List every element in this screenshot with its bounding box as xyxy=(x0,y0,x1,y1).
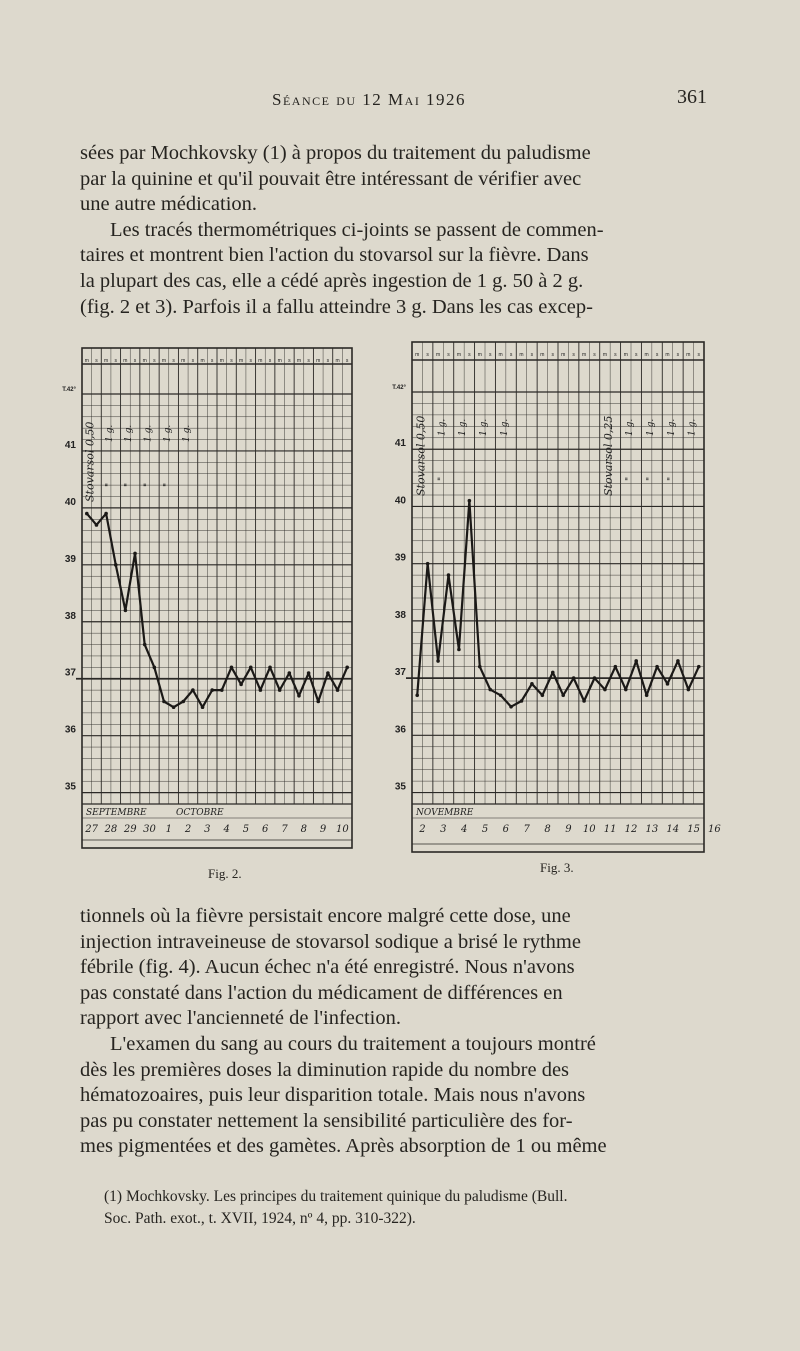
dose-annotation: 1 g. xyxy=(479,418,490,436)
dose-annotation: 1 g. xyxy=(182,424,193,442)
temperature-point xyxy=(687,688,691,692)
column-header-label: m xyxy=(84,358,89,364)
day-label: 7 xyxy=(281,824,288,835)
column-header-label: m xyxy=(104,358,109,364)
column-header-label: m xyxy=(540,352,545,358)
temperature-point xyxy=(572,676,576,680)
column-header-label: s xyxy=(95,358,98,364)
temperature-point xyxy=(426,562,430,566)
temperature-point xyxy=(316,700,320,704)
figure-3 xyxy=(382,336,721,858)
text-line: fébrile (fig. 4). Aucun échec n'a été enregistré. Nous n'avons xyxy=(80,956,575,979)
temperature-chart-fig-2 xyxy=(48,342,368,854)
y-tick-label: 41 xyxy=(64,439,76,451)
temperature-point xyxy=(457,648,461,652)
day-label: 3 xyxy=(440,824,447,835)
temperature-point xyxy=(326,671,330,675)
temperature-point xyxy=(551,671,555,675)
column-header-label: s xyxy=(172,358,175,364)
temperature-point xyxy=(415,693,419,697)
column-header-label: s xyxy=(249,358,252,364)
temperature-point xyxy=(603,688,607,692)
temperature-point xyxy=(645,693,649,697)
y-tick-label: 35 xyxy=(394,781,406,793)
temperature-point xyxy=(624,688,628,692)
y-tick-label: T.42° xyxy=(392,385,406,391)
dose-annotation: " xyxy=(437,476,448,481)
dose-annotation: Stovarsol 0,25 xyxy=(602,415,616,496)
column-header-label: s xyxy=(551,352,555,358)
day-label: 29 xyxy=(123,824,137,835)
temperature-point xyxy=(239,683,243,687)
day-label: 8 xyxy=(300,824,307,835)
day-label: 10 xyxy=(582,824,596,835)
temperature-point xyxy=(447,573,451,577)
column-header-label: s xyxy=(153,358,156,364)
day-label: 6 xyxy=(502,824,510,835)
day-label: 7 xyxy=(523,824,530,835)
footnote-line: (1) Mochkovsky. Les principes du traitement quinique du paludisme (Bull. xyxy=(104,1188,568,1205)
column-header-label: m xyxy=(258,358,263,364)
text-line: pas constaté dans l'action du médicament de différences en xyxy=(80,981,563,1004)
day-label: 1 xyxy=(165,824,172,835)
dose-annotation: 1 g. xyxy=(162,424,173,442)
temperature-point xyxy=(676,659,680,663)
dose-annotation: Stovarsol 0,50 xyxy=(83,421,97,502)
temperature-point xyxy=(278,688,282,692)
column-header-label: s xyxy=(307,358,310,364)
day-label: 13 xyxy=(645,824,659,835)
text-line: mes pigmentées et des gamètes. Après absorption de 1 ou même xyxy=(80,1135,607,1158)
dose-annotation: 1 g. xyxy=(687,418,698,436)
temperature-point xyxy=(124,609,128,613)
column-header-label: m xyxy=(644,352,649,358)
column-header-label: s xyxy=(509,352,513,358)
column-header-label: m xyxy=(686,352,691,358)
column-header-label: s xyxy=(488,352,492,358)
day-label: 15 xyxy=(687,824,700,835)
column-header-label: m xyxy=(219,358,224,364)
temperature-point xyxy=(509,705,513,709)
text-line: sées par Mochkovsky (1) à propos du traitement du paludisme xyxy=(80,142,591,164)
column-header-label: s xyxy=(426,352,429,358)
text-line: pas pu constater nettement la sensibilité particulière des for- xyxy=(80,1109,573,1132)
y-tick-label: 40 xyxy=(394,495,406,507)
temperature-point xyxy=(336,688,340,692)
column-header-label: s xyxy=(288,358,291,364)
temperature-point xyxy=(95,523,99,527)
text-line: injection intraveineuse de stovarsol sodique a brisé le rythme xyxy=(80,930,581,953)
temperature-point xyxy=(530,682,534,686)
paragraph-bottom xyxy=(80,904,712,1160)
text-line: Les tracés thermométriques ci-joints se passent de commen- xyxy=(110,218,604,241)
temperature-point xyxy=(201,705,205,709)
dose-annotation: " xyxy=(645,476,656,481)
footnote xyxy=(104,1186,744,1230)
temperature-point xyxy=(268,666,272,670)
temperature-point xyxy=(541,693,545,697)
temperature-point xyxy=(499,693,503,697)
temperature-point xyxy=(153,666,157,670)
temperature-point xyxy=(143,643,147,647)
dose-annotation: 1 g. xyxy=(458,418,469,436)
temperature-point xyxy=(666,682,670,686)
column-header-label: s xyxy=(634,352,638,358)
temperature-point xyxy=(249,666,253,670)
dose-annotation: " xyxy=(666,476,677,481)
temperature-point xyxy=(634,659,638,663)
temperature-point xyxy=(181,700,185,704)
temperature-point xyxy=(114,563,118,567)
temperature-point xyxy=(288,671,292,675)
column-header-label: m xyxy=(561,352,566,358)
column-header-label: m xyxy=(415,352,420,358)
column-header-label: s xyxy=(447,352,450,358)
day-label: 9 xyxy=(319,824,327,835)
column-header-label: s xyxy=(210,358,214,364)
text-line: hématozoaires, puis leur disparition totale. Mais nous n'avons xyxy=(80,1084,586,1107)
column-header-label: s xyxy=(191,358,195,364)
day-label: 28 xyxy=(104,824,118,835)
day-label: 30 xyxy=(143,824,156,835)
day-label: 11 xyxy=(603,824,617,835)
column-header-label: m xyxy=(181,358,186,364)
temperature-point xyxy=(345,666,349,670)
column-header-label: s xyxy=(676,352,680,358)
day-label: 6 xyxy=(262,824,269,835)
y-tick-label: T.42° xyxy=(62,387,76,393)
temperature-point xyxy=(593,676,597,680)
dose-annotation: 1 g. xyxy=(625,418,636,436)
text-line: la plupart des cas, elle a cédé après ingestion de 1 g. 50 à 2 g. xyxy=(80,269,584,292)
y-tick-label: 36 xyxy=(394,724,406,736)
column-header-label: m xyxy=(456,352,462,358)
month-label: OCTOBRE xyxy=(176,808,224,818)
text-line: tionnels où la fièvre persistait encore malgré cette dose, une xyxy=(80,905,571,927)
temperature-point xyxy=(85,512,89,516)
page-number: 361 xyxy=(677,86,707,108)
temperature-point xyxy=(133,552,137,556)
y-tick-label: 35 xyxy=(64,781,76,793)
dose-annotation: " xyxy=(625,476,636,481)
column-header-label: s xyxy=(345,358,349,364)
text-line: dès les premières doses la diminution rapide du nombre des xyxy=(80,1058,570,1081)
column-header-label: m xyxy=(519,352,524,358)
dose-annotation: " xyxy=(143,482,154,487)
temperature-point xyxy=(307,671,311,675)
day-label: 16 xyxy=(708,824,721,835)
day-label: 2 xyxy=(184,824,192,835)
day-label: 5 xyxy=(481,824,489,835)
y-tick-label: 38 xyxy=(394,609,406,621)
temperature-point xyxy=(436,659,440,663)
text-line: une autre médication. xyxy=(80,193,258,216)
day-label: 9 xyxy=(565,824,572,835)
column-header-label: s xyxy=(614,352,617,358)
temperature-point xyxy=(697,665,701,669)
text-line: L'examen du sang au cours du traitement a toujours montré xyxy=(110,1032,596,1055)
column-header-label: m xyxy=(142,358,147,364)
day-label: 4 xyxy=(223,824,230,835)
dose-annotation: 1 g. xyxy=(645,418,656,436)
dose-annotation: " xyxy=(162,482,173,487)
column-header-label: s xyxy=(268,358,272,364)
figure-2-caption: Fig. 2. xyxy=(208,866,242,881)
page-header xyxy=(0,86,800,116)
day-label: 14 xyxy=(666,824,680,835)
y-tick-label: 36 xyxy=(64,724,76,736)
day-label: 3 xyxy=(204,824,211,835)
column-header-label: m xyxy=(239,358,244,364)
temperature-point xyxy=(230,666,234,670)
day-label: 4 xyxy=(460,824,468,835)
temperature-point xyxy=(162,700,166,704)
day-label: 10 xyxy=(335,824,349,835)
column-header-label: m xyxy=(123,358,128,364)
column-header-label: m xyxy=(335,358,340,364)
running-title: Séance du 12 Mai 1926 xyxy=(272,90,467,109)
day-label: 5 xyxy=(242,824,250,835)
column-header-label: s xyxy=(468,352,471,358)
column-header-label: s xyxy=(230,358,233,364)
temperature-chart-fig-3 xyxy=(382,336,721,858)
column-header-label: m xyxy=(200,358,205,364)
dose-annotation: 1 g. xyxy=(437,418,448,436)
dose-annotation: " xyxy=(124,482,135,487)
paragraph-top xyxy=(80,141,712,320)
figure-3-caption: Fig. 3. xyxy=(540,860,574,875)
temperature-point xyxy=(478,665,482,669)
column-header-label: s xyxy=(697,352,701,358)
column-header-label: s xyxy=(114,358,117,364)
month-label: NOVEMBRE xyxy=(416,808,474,818)
column-header-label: m xyxy=(277,358,282,364)
text-line: par la quinine et qu'il pouvait être intéressant de vérifier avec xyxy=(80,167,582,190)
temperature-point xyxy=(655,665,659,669)
column-header-label: s xyxy=(572,352,575,358)
column-header-label: m xyxy=(296,358,302,364)
temperature-point xyxy=(259,688,263,692)
dose-annotation: 1 g. xyxy=(104,424,115,442)
day-label: 27 xyxy=(85,824,99,835)
temperature-point xyxy=(520,699,524,703)
dose-annotation: 1 g. xyxy=(499,418,510,436)
column-header-label: m xyxy=(498,352,503,358)
y-tick-label: 40 xyxy=(64,496,76,508)
temperature-point xyxy=(210,688,214,692)
y-tick-label: 37 xyxy=(394,667,406,679)
temperature-point xyxy=(172,705,176,709)
day-label: 8 xyxy=(544,824,551,835)
temperature-point xyxy=(561,693,565,697)
temperature-point xyxy=(614,665,618,669)
column-header-label: s xyxy=(133,358,137,364)
y-tick-label: 38 xyxy=(64,610,76,622)
column-header-label: m xyxy=(316,358,321,364)
temperature-point xyxy=(297,694,301,698)
temperature-point xyxy=(191,688,195,692)
column-header-label: m xyxy=(435,352,441,358)
temperature-point xyxy=(104,512,108,516)
column-header-label: m xyxy=(477,352,482,358)
dose-annotation: Stovarsol 0,50 xyxy=(414,415,428,496)
temperature-point xyxy=(488,688,492,692)
dose-annotation: 1 g. xyxy=(143,424,154,442)
text-line: (fig. 2 et 3). Parfois il a fallu atteindre 3 g. Dans les cas excep- xyxy=(80,295,593,318)
y-tick-label: 39 xyxy=(64,553,76,565)
column-header-label: m xyxy=(161,358,167,364)
column-header-label: m xyxy=(581,352,587,358)
column-header-label: s xyxy=(655,352,659,358)
month-label: SEPTEMBRE xyxy=(86,808,147,818)
text-line: taires et montrent bien l'action du stovarsol sur la fièvre. Dans xyxy=(80,244,589,267)
dose-annotation: " xyxy=(104,482,115,487)
text-line: rapport avec l'ancienneté de l'infection. xyxy=(80,1007,401,1030)
figure-2 xyxy=(48,342,368,854)
day-label: 12 xyxy=(624,824,638,835)
column-header-label: s xyxy=(593,352,596,358)
column-header-label: s xyxy=(530,352,534,358)
column-header-label: m xyxy=(665,352,670,358)
footnote-line: Soc. Path. exot., t. XVII, 1924, nº 4, pp. 310-322). xyxy=(104,1210,416,1227)
temperature-point xyxy=(468,499,472,503)
dose-annotation: 1 g. xyxy=(124,424,135,442)
y-tick-label: 39 xyxy=(394,552,406,564)
temperature-point xyxy=(582,699,586,703)
column-header-label: m xyxy=(602,352,608,358)
column-header-label: s xyxy=(326,358,330,364)
day-label: 2 xyxy=(419,824,426,835)
y-tick-label: 37 xyxy=(64,667,76,679)
dose-annotation: 1 g. xyxy=(666,418,677,436)
y-tick-label: 41 xyxy=(394,438,406,450)
temperature-point xyxy=(220,688,224,692)
column-header-label: m xyxy=(623,352,628,358)
